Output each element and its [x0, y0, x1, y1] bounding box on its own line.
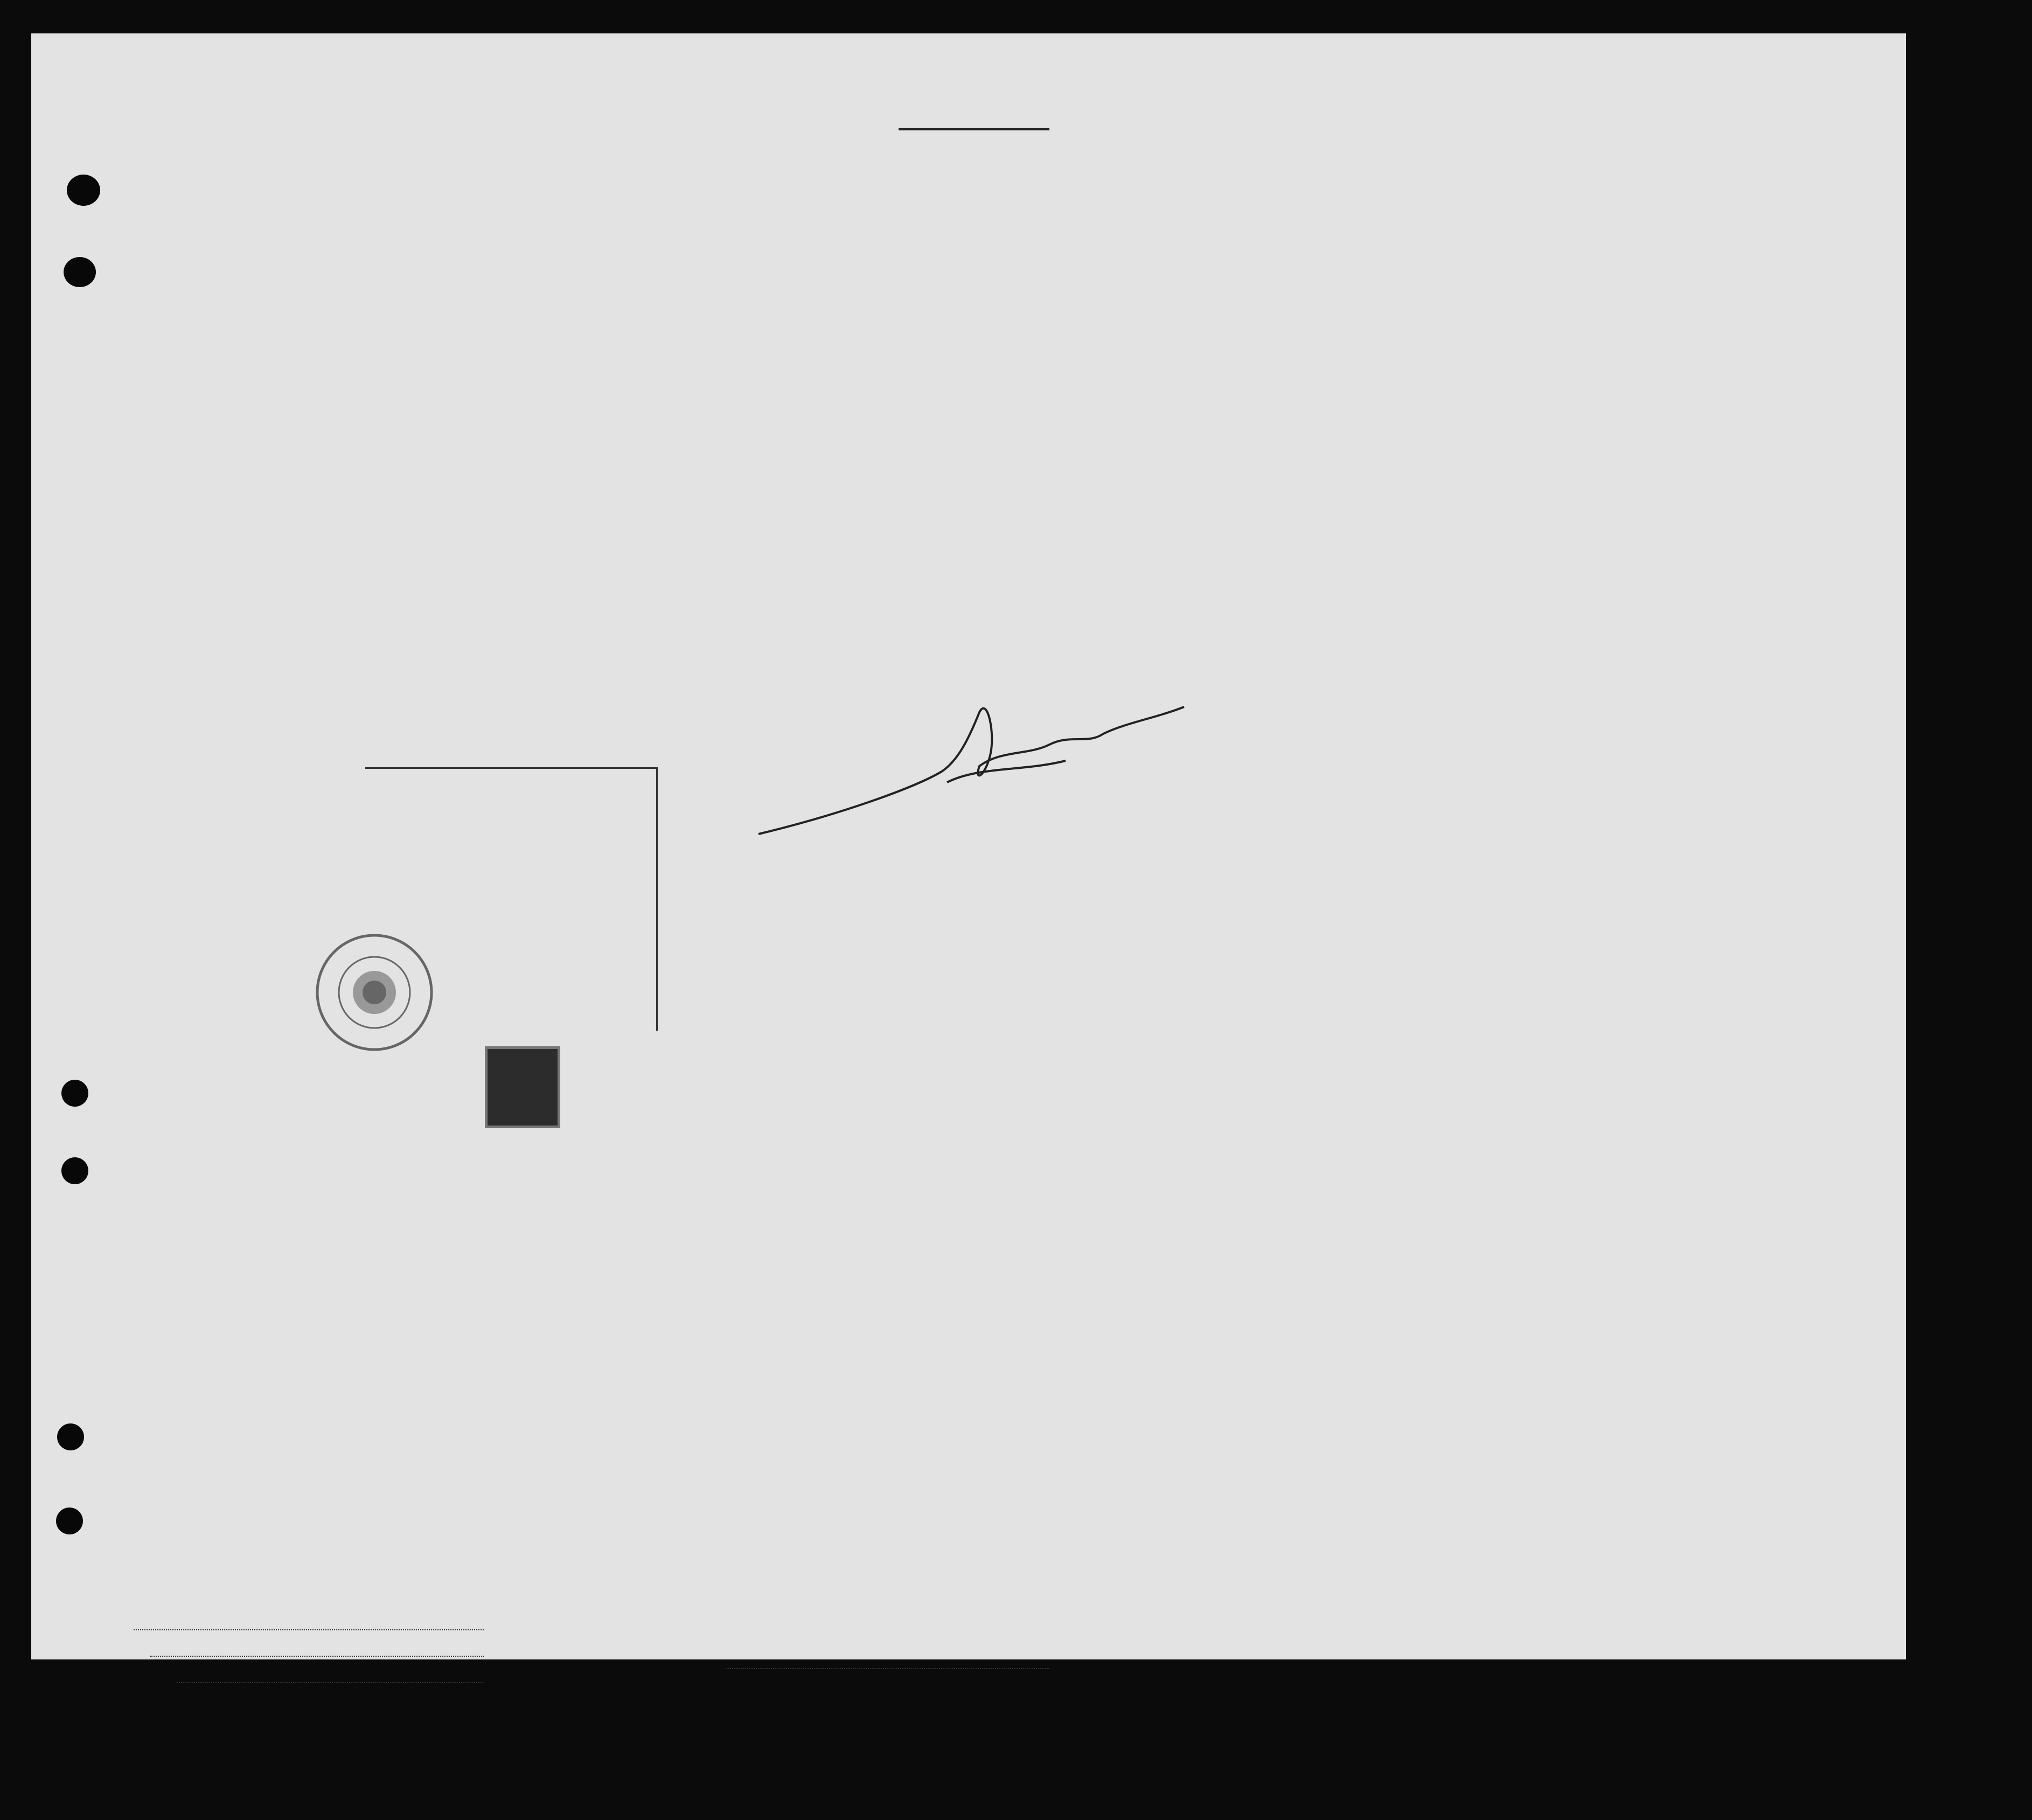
binder-hole — [67, 175, 100, 206]
table-grid — [31, 33, 1906, 1659]
binder-hole — [56, 1508, 83, 1534]
inspector-signature-rule — [726, 1668, 1049, 1669]
sheet-number-block — [1664, 68, 1669, 88]
fee-stamp — [485, 1046, 560, 1128]
manifest-sheet — [31, 33, 1906, 1659]
service-number — [493, 1135, 498, 1161]
binder-hole — [57, 1423, 84, 1450]
visa-stamp — [365, 767, 658, 1031]
footer-agents-rule — [177, 1682, 484, 1683]
footer-line-rule — [134, 1629, 484, 1630]
footer-owners-rule — [150, 1656, 484, 1657]
title-rule — [899, 128, 1049, 130]
binder-hole — [64, 257, 96, 287]
binder-hole — [61, 1157, 88, 1184]
binder-hole — [61, 1080, 88, 1107]
